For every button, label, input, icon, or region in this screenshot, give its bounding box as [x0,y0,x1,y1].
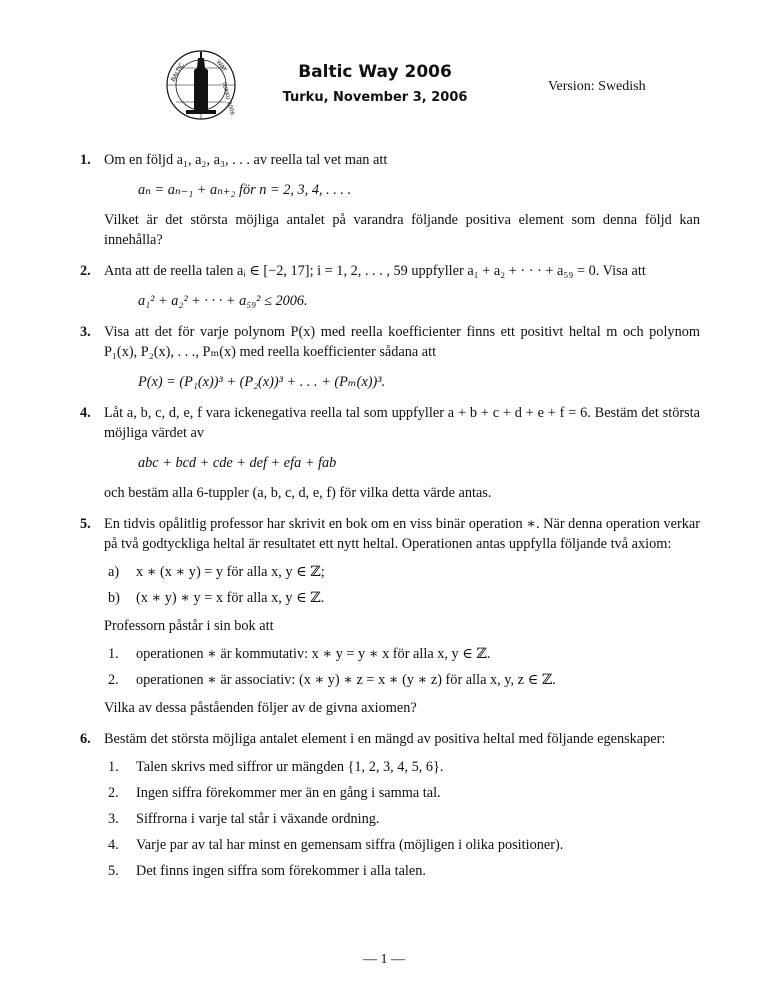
problem-text: Bestäm det största möjliga antalet element i en mängd av positiva heltal med följande egenskaper: [104,731,666,747]
list-item [104,562,700,582]
problem-text: Vilket är det största möjliga antalet på varandra följande positiva element som denna följd kan innehålla? [104,212,700,248]
item-text: operationen ∗ är associativ: (x ∗ y) ∗ z = x ∗ (y ∗ z) för alla x, y, z ∈ ℤ. [136,672,556,688]
problem-text: Professorn påstår i sin bok att [104,618,274,634]
item-text: Siffrorna i varje tal står i växande ordning. [136,811,380,827]
problem-equation: P(x) = (P₁(x))³ + (P₂(x))³ + . . . + (Pₘ(x))³. [138,374,386,390]
problem-number: 3. [80,324,91,340]
svg-text:TURKU 2006: TURKU 2006 [220,80,235,116]
item-text: Varje par av tal har minst en gemensam siffra (möjligen i olika positioner). [136,837,564,853]
contest-subtitle: Turku, November 3, 2006 [282,90,468,105]
baltic-way-logo [164,48,238,122]
problem-5 [80,514,700,718]
problem-equation: a₁² + a₂² + · · · + a₅₉² ≤ 2006. [138,293,308,309]
list-item [104,835,700,855]
contest-title: Baltic Way 2006 [298,62,452,82]
item-label: a) [108,564,120,580]
problem-text: Vilka av dessa påståenden följer av de givna axiomen? [104,700,417,716]
item-text: Talen skrivs med siffror ur mängden {1, 2, 3, 4, 5, 6}. [136,759,444,775]
problem-4 [80,403,700,503]
problem-equation: abc + bcd + cde + def + efa + fab [138,455,337,471]
svg-text:BALTIC: BALTIC [169,61,186,83]
list-item [104,809,700,829]
list-item [104,783,700,803]
problem-number: 1. [80,152,91,168]
item-label: 4. [108,837,119,853]
problem-6 [80,729,700,881]
problem-number: 6. [80,731,91,747]
version-label: Version: Swedish [548,79,646,94]
item-text: Det finns ingen siffra som förekommer i alla talen. [136,863,426,879]
problem-text: Låt a, b, c, d, e, f vara ickenegativa reella tal som uppfyller a + b + c + d + e + f = 6. Bestäm det största möjliga värdet av [104,405,700,441]
problem-text: och bestäm alla 6-tuppler (a, b, c, d, e, f) för vilka detta värde antas. [104,485,492,501]
list-item [104,861,700,881]
problem-equation: aₙ = aₙ₋₁ + aₙ₊₂ för n = 2, 3, 4, . . . . [138,182,352,198]
svg-text:WAY: WAY [214,58,229,74]
list-item [104,670,700,690]
item-label: 3. [108,811,119,827]
claim-list [104,644,700,690]
item-label: 2. [108,785,119,801]
problem-number: 2. [80,263,91,279]
page-number: — 1 — [363,952,405,967]
problem-text: Om en följd a₁, a₂, a₃, . . . av reella tal vet man att [104,152,388,168]
item-label: 2. [108,672,119,688]
item-label: 1. [108,759,119,775]
problem-3 [80,322,700,392]
problem-text: Anta att de reella talen aᵢ ∈ [−2, 17]; i = 1, 2, . . . , 59 uppfyller a₁ + a₂ + · · · + a₅₉ = 0. Visa att [104,263,646,279]
problem-number: 5. [80,516,91,532]
property-list [104,757,700,881]
list-item [104,644,700,664]
problem-1 [80,150,700,250]
list-item [104,588,700,608]
problem-list [80,150,700,892]
item-text: (x ∗ y) ∗ y = x för alla x, y ∈ ℤ. [136,590,325,606]
problem-text: Visa att det för varje polynom P(x) med reella koefficienter finns ett positivt heltal m och polynom P₁(x), P₂(x), . . ., Pₘ(x) med reella koefficienter sådana att [104,324,700,360]
item-text: operationen ∗ är kommutativ: x ∗ y = y ∗ x för alla x, y ∈ ℤ. [136,646,491,662]
item-text: Ingen siffra förekommer mer än en gång i samma tal. [136,785,441,801]
problem-text: En tidvis opålitlig professor har skrivit en bok om en viss binär operation ∗. När denna operation verkar på två godtyckliga heltal är resultatet ett nytt heltal. Operationen antas uppfylla följande två axiom: [104,516,700,552]
list-item [104,757,700,777]
item-label: 1. [108,646,119,662]
axiom-list [104,562,700,608]
problem-2 [80,261,700,311]
item-text: x ∗ (x ∗ y) = y för alla x, y ∈ ℤ; [136,564,325,580]
problem-number: 4. [80,405,91,421]
item-label: 5. [108,863,119,879]
item-label: b) [108,590,120,606]
